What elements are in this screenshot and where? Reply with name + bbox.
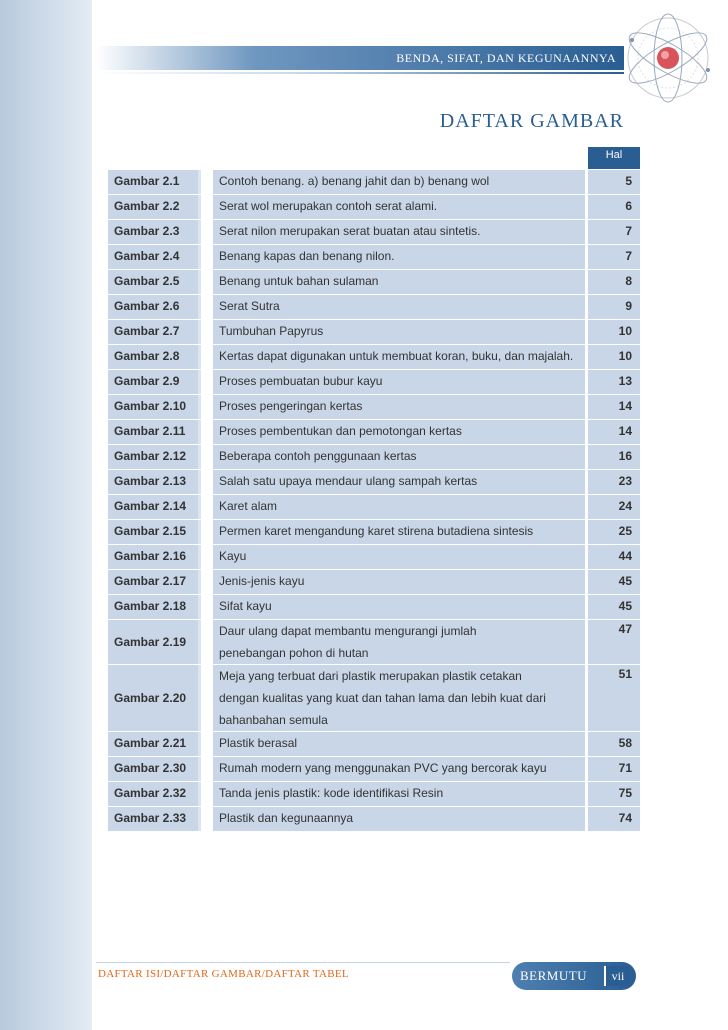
figure-caption: Benang untuk bahan sulaman (213, 270, 585, 294)
figure-caption: Serat wol merupakan contoh serat alami. (213, 195, 585, 219)
table-row (108, 620, 640, 664)
figure-page: 23 (585, 470, 640, 494)
figure-label: Gambar 2.12 (108, 445, 198, 469)
figure-page: 9 (585, 295, 640, 319)
table-row (108, 732, 640, 756)
figure-label: Gambar 2.15 (108, 520, 198, 544)
figure-page: 25 (585, 520, 640, 544)
figure-page: 10 (585, 345, 640, 369)
figure-label: Gambar 2.5 (108, 270, 198, 294)
figure-page: 5 (585, 170, 640, 194)
left-decorative-strip (0, 0, 92, 1030)
figure-page: 16 (585, 445, 640, 469)
table-row (108, 595, 640, 619)
table-row (108, 195, 640, 219)
figure-caption: Tumbuhan Papyrus (213, 320, 585, 344)
figure-caption: Serat nilon merupakan serat buatan atau sintetis. (213, 220, 585, 244)
figure-label: Gambar 2.21 (108, 732, 198, 756)
figure-caption: Sifat kayu (213, 595, 585, 619)
figure-label: Gambar 2.10 (108, 395, 198, 419)
table-row (108, 395, 640, 419)
table-row (108, 545, 640, 569)
figure-label: Gambar 2.20 (108, 665, 198, 731)
figure-caption: Rumah modern yang menggunakan PVC yang bercorak kayu (213, 757, 585, 781)
figure-caption: Proses pembentukan dan pemotongan kertas (213, 420, 585, 444)
footer-rule (96, 962, 510, 963)
table-row (108, 345, 640, 369)
figure-caption: Daur ulang dapat membantu mengurangi jumlah penebangan pohon di hutan (213, 620, 585, 664)
figure-label: Gambar 2.33 (108, 807, 198, 831)
figure-list-table (108, 146, 640, 832)
figure-label: Gambar 2.4 (108, 245, 198, 269)
table-row (108, 370, 640, 394)
table-row (108, 495, 640, 519)
footer-brand: BERMUTU (520, 968, 588, 983)
table-row (108, 420, 640, 444)
figure-caption: Plastik dan kegunaannya (213, 807, 585, 831)
figure-label: Gambar 2.16 (108, 545, 198, 569)
figure-caption: Permen karet mengandung karet stirena butadiena sintesis (213, 520, 585, 544)
figure-caption: Karet alam (213, 495, 585, 519)
figure-page: 47 (585, 620, 640, 664)
figure-caption: Kayu (213, 545, 585, 569)
figure-page: 8 (585, 270, 640, 294)
figure-label: Gambar 2.8 (108, 345, 198, 369)
figure-page: 13 (585, 370, 640, 394)
header-underline (96, 72, 624, 74)
table-row (108, 470, 640, 494)
table-row (108, 782, 640, 806)
table-row (108, 170, 640, 194)
figure-page: 71 (585, 757, 640, 781)
figure-caption: Proses pengeringan kertas (213, 395, 585, 419)
figure-caption: Proses pembuatan bubur kayu (213, 370, 585, 394)
running-title: BENDA, SIFAT, DAN KEGUNAANNYA (396, 51, 616, 65)
table-row (108, 220, 640, 244)
figure-page: 14 (585, 395, 640, 419)
figure-label: Gambar 2.18 (108, 595, 198, 619)
figure-page: 74 (585, 807, 640, 831)
figure-page: 24 (585, 495, 640, 519)
figure-page: 58 (585, 732, 640, 756)
table-row (108, 445, 640, 469)
figure-label: Gambar 2.9 (108, 370, 198, 394)
table-row (108, 295, 640, 319)
table-row (108, 570, 640, 594)
figure-page: 44 (585, 545, 640, 569)
figure-caption: Contoh benang. a) benang jahit dan b) benang wol (213, 170, 585, 194)
table-row (108, 665, 640, 731)
figure-label: Gambar 2.19 (108, 620, 198, 664)
figure-page: 51 (585, 665, 640, 731)
figure-label: Gambar 2.13 (108, 470, 198, 494)
figure-caption: Jenis-jenis kayu (213, 570, 585, 594)
figure-caption: Serat Sutra (213, 295, 585, 319)
figure-page: 45 (585, 570, 640, 594)
figure-label: Gambar 2.30 (108, 757, 198, 781)
figure-label: Gambar 2.7 (108, 320, 198, 344)
figure-label: Gambar 2.3 (108, 220, 198, 244)
figure-caption: Meja yang terbuat dari plastik merupakan plastik cetakan dengan kualitas yang kuat dan tahan lama dan lebih kuat dari bahanbahan semula (213, 665, 585, 731)
figure-page: 6 (585, 195, 640, 219)
figure-caption: Benang kapas dan benang nilon. (213, 245, 585, 269)
figure-page: 7 (585, 245, 640, 269)
figure-caption: Tanda jenis plastik: kode identifikasi Resin (213, 782, 585, 806)
figure-label: Gambar 2.17 (108, 570, 198, 594)
page-title: DAFTAR GAMBAR (439, 110, 624, 132)
footer-badge (512, 962, 636, 990)
figure-caption: Plastik berasal (213, 732, 585, 756)
table-row (108, 270, 640, 294)
figure-caption: Beberapa contoh penggunaan kertas (213, 445, 585, 469)
figure-caption: Kertas dapat digunakan untuk membuat koran, buku, dan majalah. (213, 345, 585, 369)
footer-section-title: DAFTAR ISI/DAFTAR GAMBAR/DAFTAR TABEL (98, 968, 349, 980)
figure-label: Gambar 2.11 (108, 420, 198, 444)
table-row (108, 320, 640, 344)
page-number: vii (604, 966, 630, 986)
figure-page: 45 (585, 595, 640, 619)
table-row (108, 807, 640, 831)
figure-page: 7 (585, 220, 640, 244)
figure-page: 10 (585, 320, 640, 344)
figure-label: Gambar 2.2 (108, 195, 198, 219)
figure-label: Gambar 2.14 (108, 495, 198, 519)
figure-label: Gambar 2.32 (108, 782, 198, 806)
table-row (108, 520, 640, 544)
page-column-header: Hal (585, 147, 640, 169)
figure-page: 75 (585, 782, 640, 806)
header-band (96, 46, 624, 70)
figure-label: Gambar 2.1 (108, 170, 198, 194)
table-row (108, 757, 640, 781)
table-row (108, 245, 640, 269)
figure-caption: Salah satu upaya mendaur ulang sampah kertas (213, 470, 585, 494)
figure-label: Gambar 2.6 (108, 295, 198, 319)
atom-logo-icon (620, 10, 716, 106)
figure-page: 14 (585, 420, 640, 444)
